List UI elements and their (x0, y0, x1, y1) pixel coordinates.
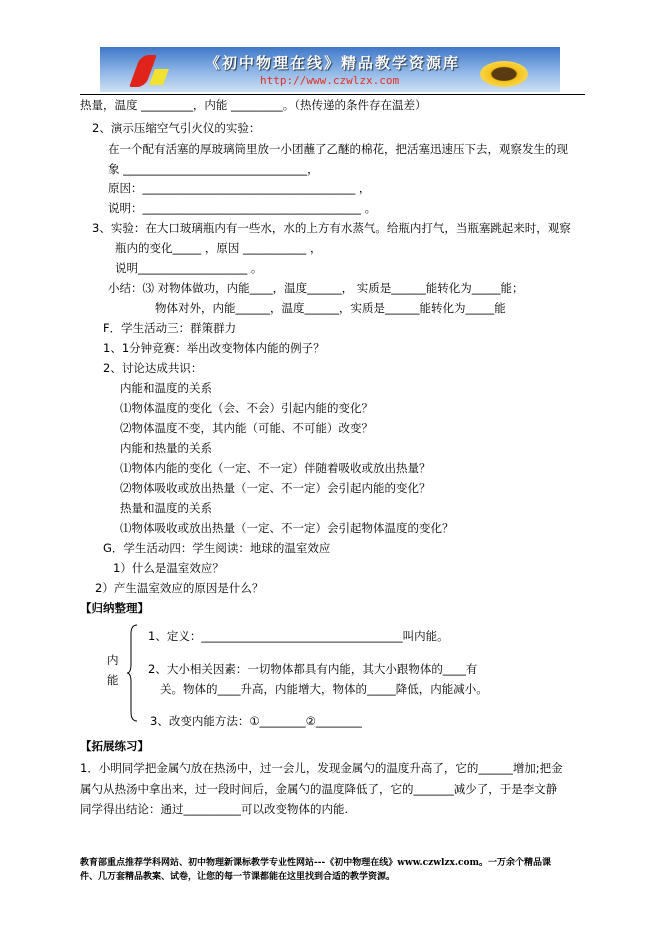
header-banner (100, 47, 560, 92)
footer-line-1: 教育部重点推荐学科网站、初中物理新课标教学专业性网站---《初中物理在线》www.czwlzx.com。一万余个精品课 (80, 858, 552, 868)
footer-line-2: 件、几万套精品教案、试卷，让您的每一节课都能在这里找到合适的教学资源。 (80, 872, 396, 882)
logo-accent-icon (149, 69, 169, 85)
text-line: ⑴物体温度的变化（会、不会）引起内能的变化？ (120, 401, 373, 415)
text-line: 瓶内的变化_____ ，原因 ___________ ， (115, 241, 322, 255)
text-line: 说明：______________________________________ 。 (108, 201, 377, 215)
text-line: 在一个配有活塞的厚玻璃筒里放一小团蘸了乙醚的棉花，把活塞迅速压下去，观察发生的现 (108, 142, 568, 156)
text-line: G．学生活动四：学生阅读：地球的温室效应 (103, 541, 331, 555)
brace-icon (126, 624, 138, 722)
text-line: 2）产生温室效应的原因是什么？ (95, 581, 264, 595)
text-line: 1、定义：___________________________________叫内能。 (148, 629, 449, 643)
text-line: 3、改变内能方法：①________②________ (150, 714, 362, 728)
text-line: ⑴物体吸收或放出热量（一定、不一定）会引起物体温度的变化？ (120, 521, 454, 535)
summary-label-2: 能 (107, 673, 119, 687)
header-rule (80, 94, 585, 95)
text-line: 3、实验：在大口玻璃瓶内有一些水，水的上方有水蒸气。给瓶内打气，当瓶塞跳起来时，观察 (92, 221, 571, 235)
text-line: 同学得出结论：通过__________可以改变物体的内能. (80, 802, 349, 816)
text-line: 属勺从热汤中拿出来，过一段时间后，金属勺的温度降低了，它的_______减少了，于是李文静 (80, 782, 558, 796)
text-line: 2、讨论达成共识： (103, 361, 203, 375)
text-line: 1）什么是温室效应？ (113, 561, 224, 575)
text-line: 1、1分钟竞赛：举出改变物体内能的例子？ (103, 341, 325, 355)
text-line: 热量和温度的关系 (120, 501, 212, 515)
banner-title: 《初中物理在线》精品教学资源库 (205, 54, 461, 72)
text-line: ⑵物体吸收或放出热量（一定、不一定）会引起内能的变化？ (120, 481, 431, 495)
text-line: 物体对外，内能______，温度______，实质是______能转化为_____能 (155, 301, 506, 315)
text-line: ⑴物体内能的变化（一定、不一定）伴随着吸收或放出热量？ (120, 461, 431, 475)
text-line: 内能和热量的关系 (120, 441, 212, 455)
text-line: 说明___________________ 。 (115, 261, 263, 275)
text-line: ⑵物体温度不变，其内能（可能、不可能）改变？ (120, 421, 373, 435)
text-line: 关。物体的____升高，内能增大，物体的_____降低，内能减小。 (160, 682, 488, 696)
text-line: 【拓展练习】 (80, 739, 149, 753)
text-line: F．学生活动三：群策群力 (103, 321, 237, 335)
text-line: 热量，温度 _________，内能 _________。（热传递的条件存在温差） (80, 98, 427, 112)
text-line: 象 ________________________________， (108, 162, 319, 176)
text-line: 1．小明同学把金属勺放在热汤中，过一会儿，发现金属勺的温度升高了，它的______增加;把金 (80, 761, 563, 775)
summary-label-1: 内 (107, 653, 119, 667)
text-line: 内能和温度的关系 (120, 381, 212, 395)
text-line: 2、演示压缩空气引火仪的实验： (92, 121, 261, 135)
text-line: 2、大小相关因素：一切物体都具有内能，其大小跟物体的____有 (148, 662, 478, 676)
sunflower-icon (480, 61, 528, 87)
text-line: 原因：_____________________________________ ， (108, 181, 371, 195)
banner-url[interactable]: http://www.czwlzx.com (260, 74, 400, 87)
text-line: 小结：⑶ 对物体做功，内能____，温度______， 实质是______能转化为_____能； (108, 281, 524, 295)
text-line: 【归纳整理】 (80, 601, 149, 615)
